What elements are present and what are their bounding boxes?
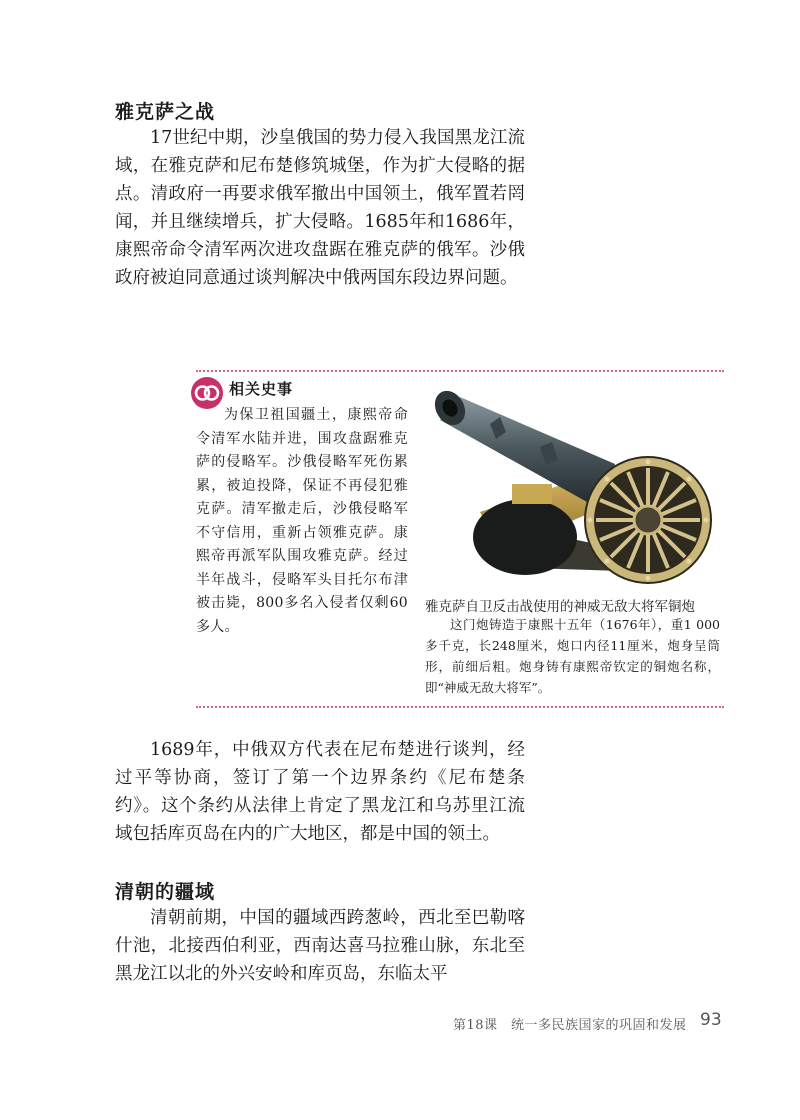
figure-caption-text: 这门炮铸造于康熙十五年（1676年），重1 000多千克，长248厘米，炮口内径11厘米，炮身呈筒形，前细后粗。炮身铸有康熙帝钦定的铜炮名称，即“神威无敌大将军”。 xyxy=(425,617,720,695)
paragraph-qing-territory: 清朝前期，中国的疆域西跨葱岭，西北至巴勒喀什池，北接西伯利亚，西南达喜马拉雅山脉，东北至黑龙江以北的外兴安岭和库页岛，东临太平 xyxy=(115,908,525,984)
sidebar-text: 为保卫祖国疆土，康熙帝命令清军水陆并进，围攻盘踞雅克萨的侵略军。沙俄侵略军死伤累累，被迫投降，保证不再侵犯雅克萨。清军撤走后，沙俄侵略军不守信用，重新占领雅克萨。康熙帝再派军队围攻雅克萨。经过半年战斗，侵略军头目托尔布津被击毙，800多名入侵者仅剩60多人。 xyxy=(196,407,408,635)
section-heading-territory: 清朝的疆域 xyxy=(115,881,216,903)
paragraph-yakesa-war: 17世纪中期，沙皇俄国的势力侵入我国黑龙江流域，在雅克萨和尼布楚修筑城堡，作为扩大侵略的据点。清政府一再要求俄军撤出中国领土，俄军置若罔闻，并且继续增兵，扩大侵略。1685年和1686年，康熙帝命令清军两次进攻盘踞在雅克萨的俄军。沙俄政府被迫同意通过谈判解决中俄两国东段边界问题。 xyxy=(115,128,525,288)
paragraph-nerchinsk-treaty: 1689年，中俄双方代表在尼布楚进行谈判，经过平等协商，签订了第一个边界条约《尼布楚条约》。这个条约从法律上肯定了黑龙江和乌苏里江流域包括库页岛在内的广大地区，都是中国的领土。 xyxy=(115,740,525,844)
cannon-image xyxy=(420,372,720,594)
page-number: 93 xyxy=(700,1010,722,1030)
sidebar-bottom-rule xyxy=(196,706,724,708)
sidebar-title: 相关史事 xyxy=(229,380,294,398)
section-heading-yakesa: 雅克萨之战 xyxy=(115,101,216,123)
figure-caption-title: 雅克萨自卫反击战使用的神威无敌大将军铜炮 xyxy=(425,599,695,615)
footer-lesson-title: 第18课 统一多民族国家的巩固和发展 xyxy=(453,1018,687,1033)
